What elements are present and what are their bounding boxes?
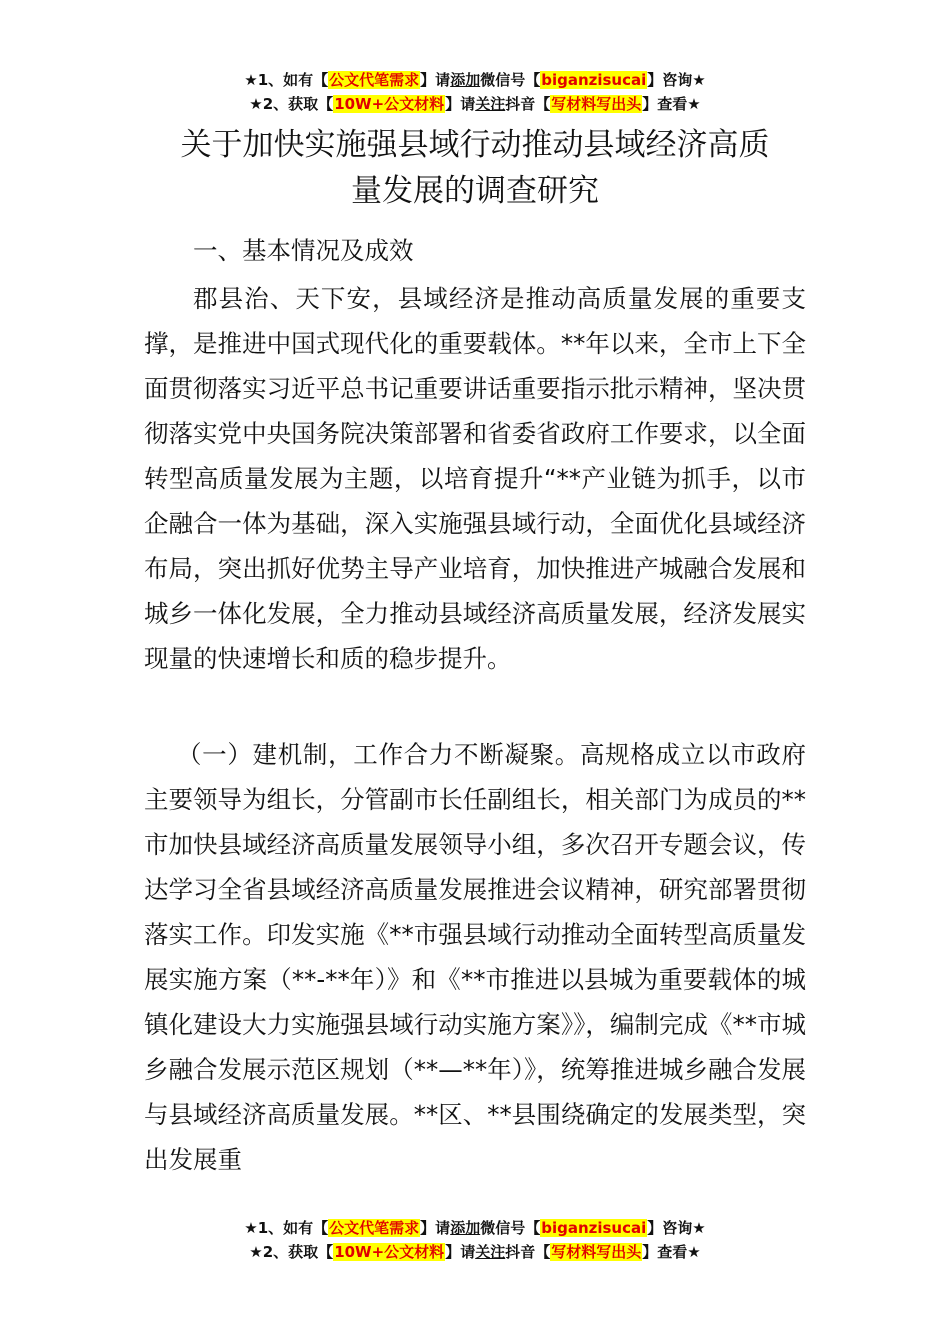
promo-text: 微信号【 <box>480 71 541 89</box>
title-line-1: 关于加快实施强县域行动推动县域经济高质 <box>180 127 770 163</box>
promo-highlight: 10W+公文材料 <box>334 1243 445 1261</box>
title-line-2: 量发展的调查研究 <box>351 173 599 209</box>
section-heading: 一、基本情况及成效 <box>193 236 414 265</box>
promo-highlight: 公文代笔需求 <box>329 1219 420 1237</box>
promo-line-1 <box>0 1216 950 1240</box>
promo-text: ★2、获取【 <box>249 1243 334 1261</box>
promo-text: 】咨询★ <box>647 1219 706 1237</box>
promo-text: ★1、如有【 <box>244 1219 329 1237</box>
promo-text: 抖音【 <box>505 95 551 113</box>
document-title <box>0 122 950 214</box>
promo-wechat-id: biganzisucai <box>541 1219 647 1237</box>
promo-text: 抖音【 <box>505 1243 551 1261</box>
promo-line-2 <box>0 1240 950 1264</box>
promo-douyin-id: 写材料写出头 <box>551 95 642 113</box>
promo-line-2 <box>0 92 950 116</box>
promo-text: ★1、如有【 <box>244 71 329 89</box>
promo-text: 】咨询★ <box>647 71 706 89</box>
promo-wechat-id: biganzisucai <box>541 71 647 89</box>
promo-underlined-text: 关注 <box>475 1243 506 1261</box>
promo-text: 】查看★ <box>642 95 701 113</box>
header-promo-banner <box>0 68 950 116</box>
promo-text: 】请 <box>445 1243 476 1261</box>
promo-text: 】查看★ <box>642 1243 701 1261</box>
promo-text: 】请 <box>445 95 476 113</box>
promo-line-1 <box>0 68 950 92</box>
promo-text: 微信号【 <box>480 1219 541 1237</box>
footer-promo-banner <box>0 1216 950 1264</box>
promo-douyin-id: 写材料写出头 <box>551 1243 642 1261</box>
promo-underlined-text: 添加 <box>450 1219 481 1237</box>
promo-text: 】请 <box>420 71 451 89</box>
promo-text: 】请 <box>420 1219 451 1237</box>
body-paragraph-1: 郡县治、天下安，县域经济是推动高质量发展的重要支撑，是推进中国式现代化的重要载体。**年以来，全市上下全面贯彻落实习近平总书记重要讲话重要指示批示精神，坚决贯彻落实党中央国务院决策部署和省委省政府工作要求，以全面转型高质量发展为主题，以培育提升“**产业链为抓手，以市企融合一体为基础，深入实施强县域行动，全面优化县域经济布局，突出抓好优势主导产业培育，加快推进产城融合发展和城乡一体化发展，全力推动县域经济高质量发展，经济发展实现量的快速增长和质的稳步提升。 <box>144 284 806 673</box>
promo-underlined-text: 添加 <box>450 71 481 89</box>
promo-text: ★2、获取【 <box>249 95 334 113</box>
promo-highlight: 10W+公文材料 <box>334 95 445 113</box>
promo-highlight: 公文代笔需求 <box>329 71 420 89</box>
body-paragraph-2: （一）建机制，工作合力不断凝聚。高规格成立以市政府主要领导为组长，分管副市长任副组长，相关部门为成员的**市加快县域经济高质量发展领导小组，多次召开专题会议，传达学习全省县域经济高质量发展推进会议精神，研究部署贯彻落实工作。印发实施《**市强县域行动推动全面转型高质量发展实施方案（**-**年）》和《**市推进以县城为重要载体的城镇化建设大力实施强县域行动实施方案》》，编制完成《**市城乡融合发展示范区规划（**—**年）》，统筹推进城乡融合发展与县域经济高质量发展。**区、**县围绕确定的发展类型，突出发展重 <box>144 740 806 1174</box>
promo-underlined-text: 关注 <box>475 95 506 113</box>
